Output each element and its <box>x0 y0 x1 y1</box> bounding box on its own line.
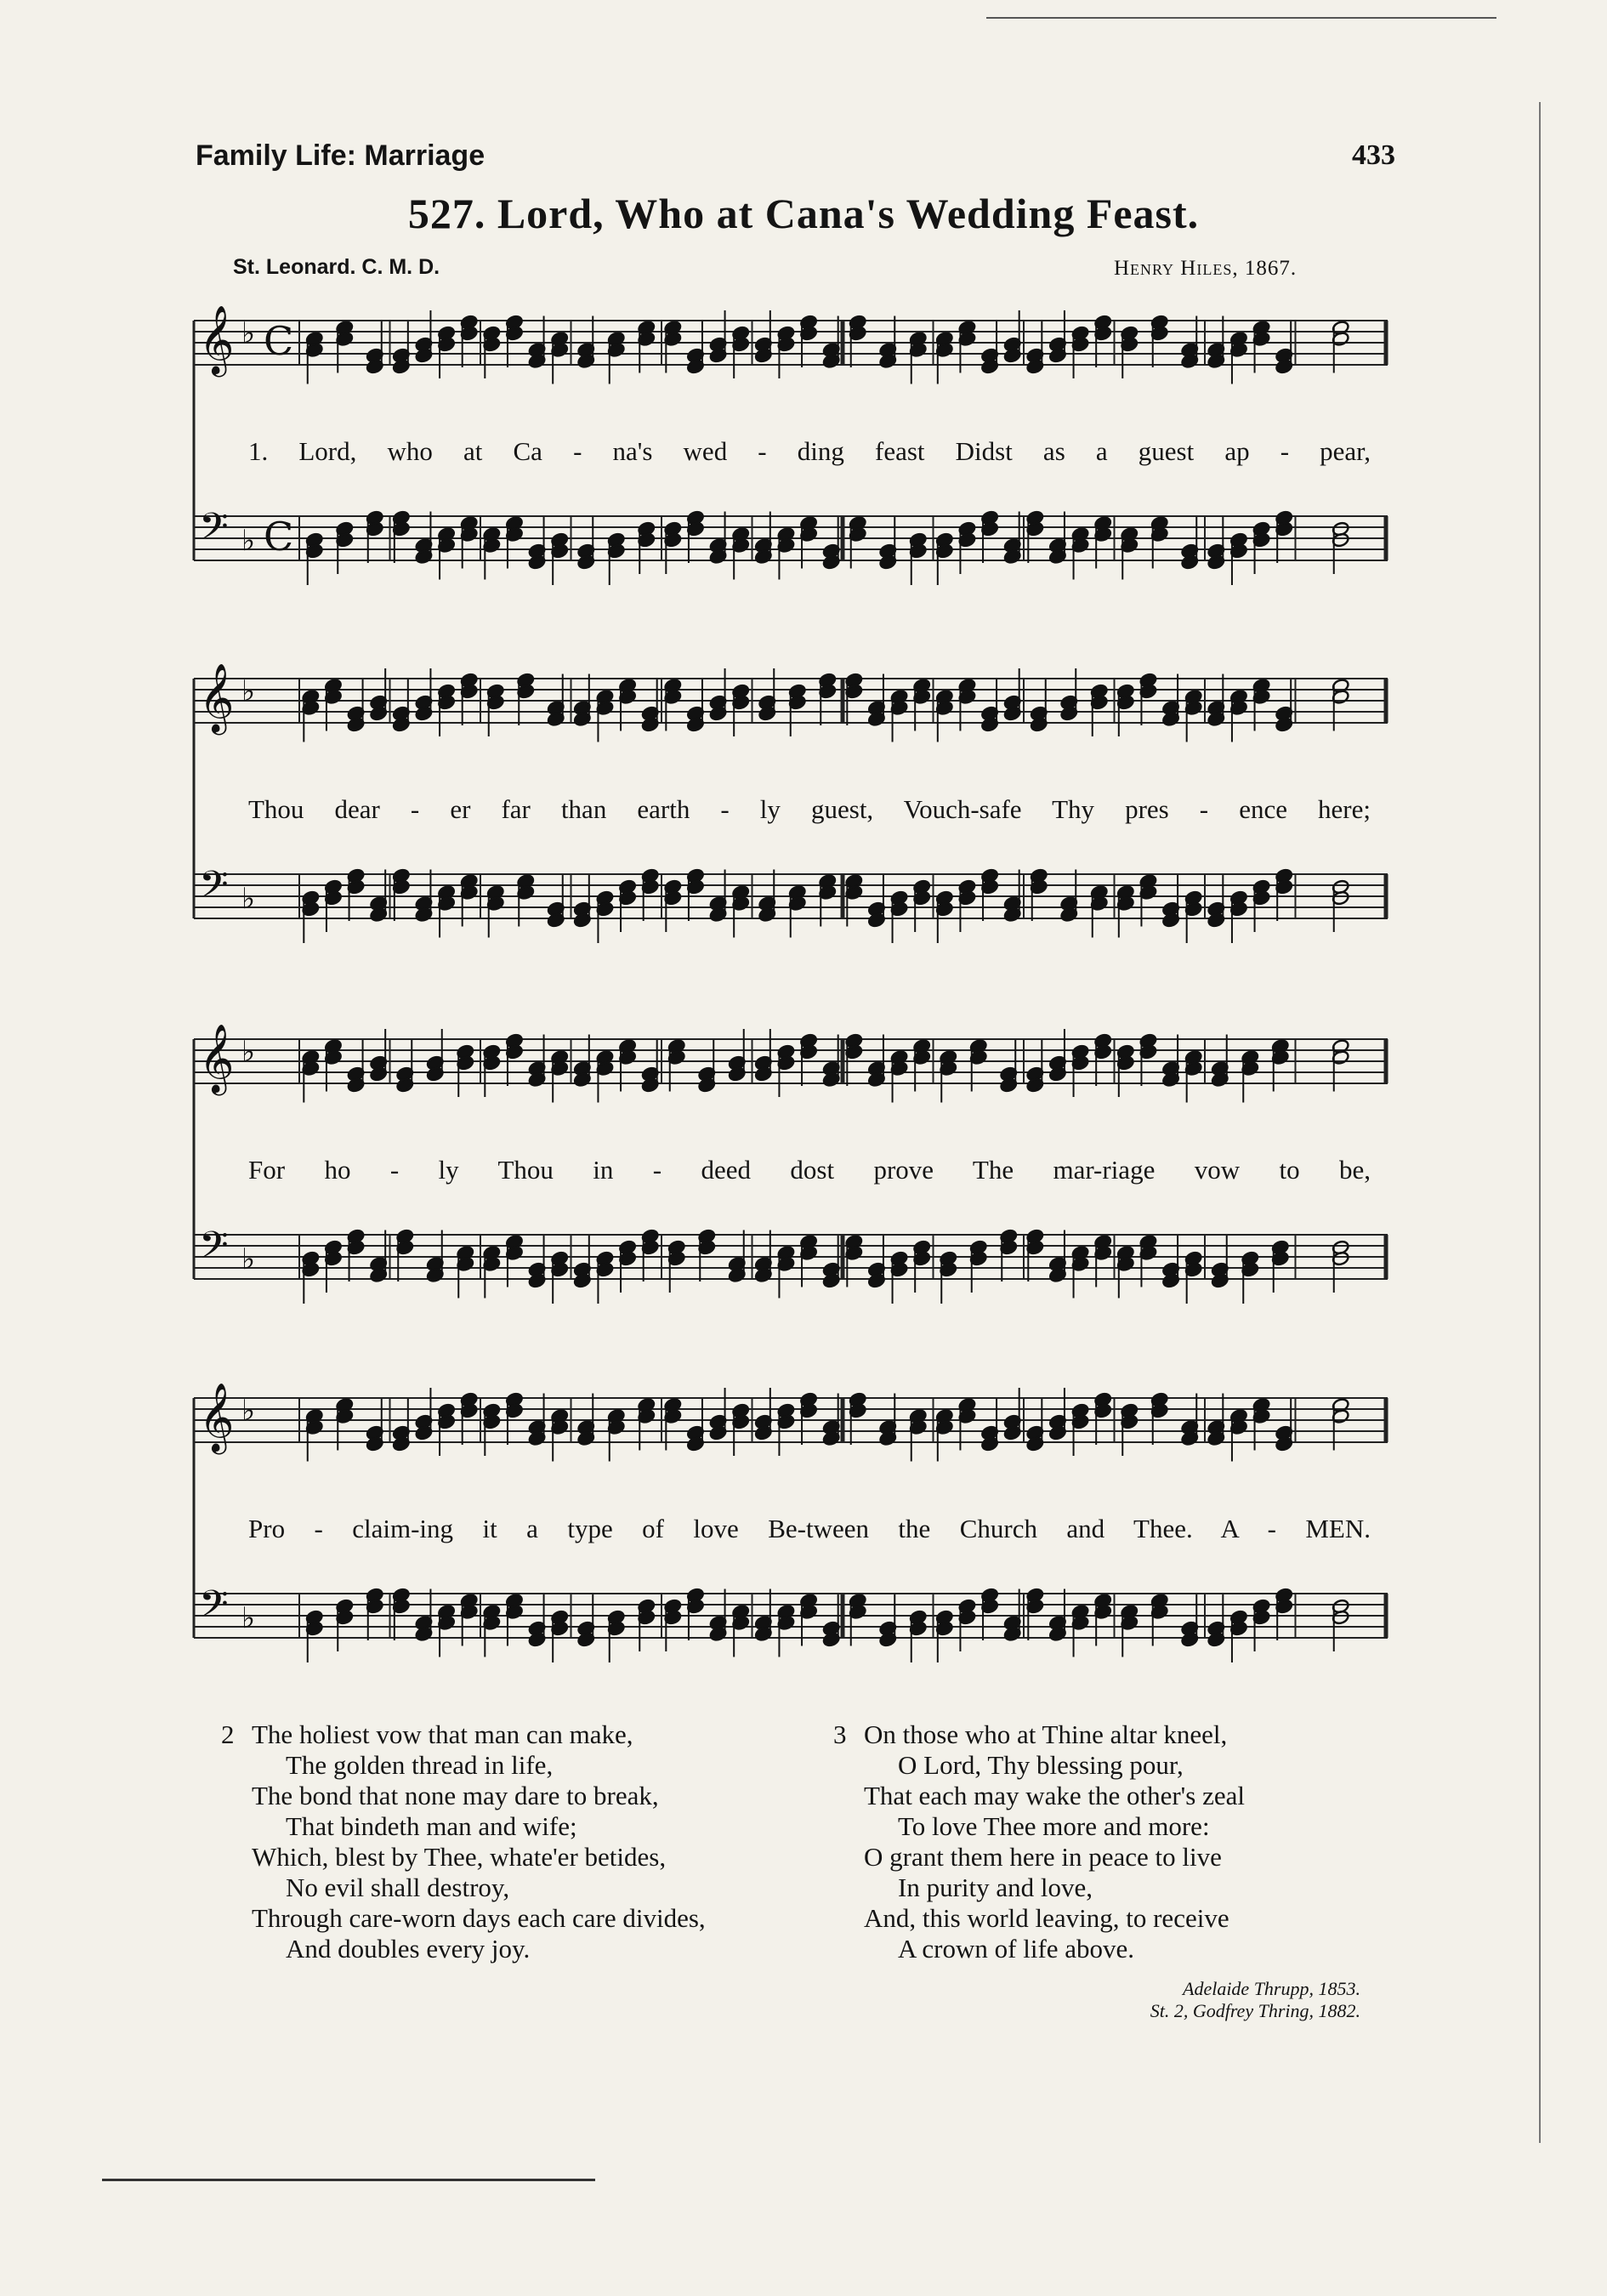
lyric-line-3: For ho - ly Thou in - deed dost prove The mar-riage vow to be, <box>248 1155 1371 1185</box>
key-signature-flat: ♭ <box>241 882 256 916</box>
page-number: 433 <box>1352 139 1395 171</box>
author-line-1: Adelaide Thrupp, 1853. <box>1183 1978 1360 1999</box>
section-label: Family Life: Marriage <box>196 139 486 172</box>
music-system-3 <box>189 1012 1396 1335</box>
verse-line: On those who at Thine altar kneel, <box>864 1719 1228 1749</box>
verse-number: 2 <box>221 1719 235 1749</box>
verse-line: In purity and love, <box>898 1873 1093 1902</box>
verse-line: To love Thee more and more: <box>898 1811 1210 1841</box>
verse-number: 3 <box>833 1719 847 1749</box>
verse-line: Through care-worn days each care divides, <box>252 1903 706 1933</box>
verse-line: Which, blest by Thee, whate'er betides, <box>252 1842 667 1872</box>
treble-clef: 𝄞 <box>199 662 235 732</box>
key-signature-flat: ♭ <box>241 674 256 708</box>
key-signature-flat: ♭ <box>241 1601 256 1635</box>
treble-clef: 𝄞 <box>199 1023 235 1093</box>
verse-line: A crown of life above. <box>898 1934 1135 1964</box>
key-signature-flat: ♭ <box>241 524 256 558</box>
bass-clef: 𝄢 <box>199 862 229 916</box>
verse-line: O grant them here in peace to live <box>864 1842 1222 1872</box>
page-edge-top <box>986 17 1496 19</box>
page-edge-bottom <box>102 2179 595 2181</box>
common-time-signature: C <box>264 514 294 560</box>
bass-clef: 𝄢 <box>199 1223 229 1276</box>
verse-line: The golden thread in life, <box>286 1750 554 1780</box>
music-system-4 <box>189 1371 1396 1694</box>
verse-3 <box>833 1719 1245 1964</box>
verse-line: That each may wake the other's zeal <box>864 1781 1245 1810</box>
lyric-line-4: Pro - claim-ing it a type of love Be-tween the Church and Thee. A - MEN. <box>248 1514 1371 1543</box>
key-signature-flat: ♭ <box>241 316 256 350</box>
verse-line: No evil shall destroy, <box>286 1873 510 1902</box>
author-line-2: St. 2, Godfrey Thring, 1882. <box>1150 2000 1360 2021</box>
verse-line: And, this world leaving, to receive <box>864 1903 1229 1933</box>
hymn-title: 527. Lord, Who at Cana's Wedding Feast. <box>407 190 1200 237</box>
verse-2 <box>221 1719 706 1964</box>
bass-clef: 𝄢 <box>199 504 229 558</box>
lyric-line-1: 1. Lord, who at Ca - na's wed - ding feast Didst as a guest ap - pear, <box>248 436 1371 466</box>
page-edge-right <box>1539 102 1541 2143</box>
treble-clef: 𝄞 <box>199 304 235 374</box>
lyric-line-2: Thou dear - er far than earth - ly guest, Vouch-safe Thy pres - ence here; <box>248 794 1371 824</box>
verse-line: That bindeth man and wife; <box>286 1811 577 1841</box>
verse-line: O Lord, Thy blessing pour, <box>898 1750 1184 1780</box>
key-signature-flat: ♭ <box>241 1242 256 1276</box>
verse-line: The bond that none may dare to break, <box>252 1781 659 1810</box>
composer-credit: Henry Hiles, 1867. <box>1114 257 1298 280</box>
key-signature-flat: ♭ <box>241 1394 256 1428</box>
verse-line: And doubles every joy. <box>286 1934 531 1964</box>
music-system-2 <box>189 651 1396 975</box>
author-attribution <box>901 1978 1360 2022</box>
key-signature-flat: ♭ <box>241 1035 256 1069</box>
bass-clef: 𝄢 <box>199 1582 229 1635</box>
tune-name: St. Leonard. C. M. D. <box>233 255 440 279</box>
music-system-1 <box>189 293 1396 617</box>
treble-clef: 𝄞 <box>199 1382 235 1452</box>
verse-line: The holiest vow that man can make, <box>252 1719 633 1749</box>
common-time-signature: C <box>264 318 294 364</box>
